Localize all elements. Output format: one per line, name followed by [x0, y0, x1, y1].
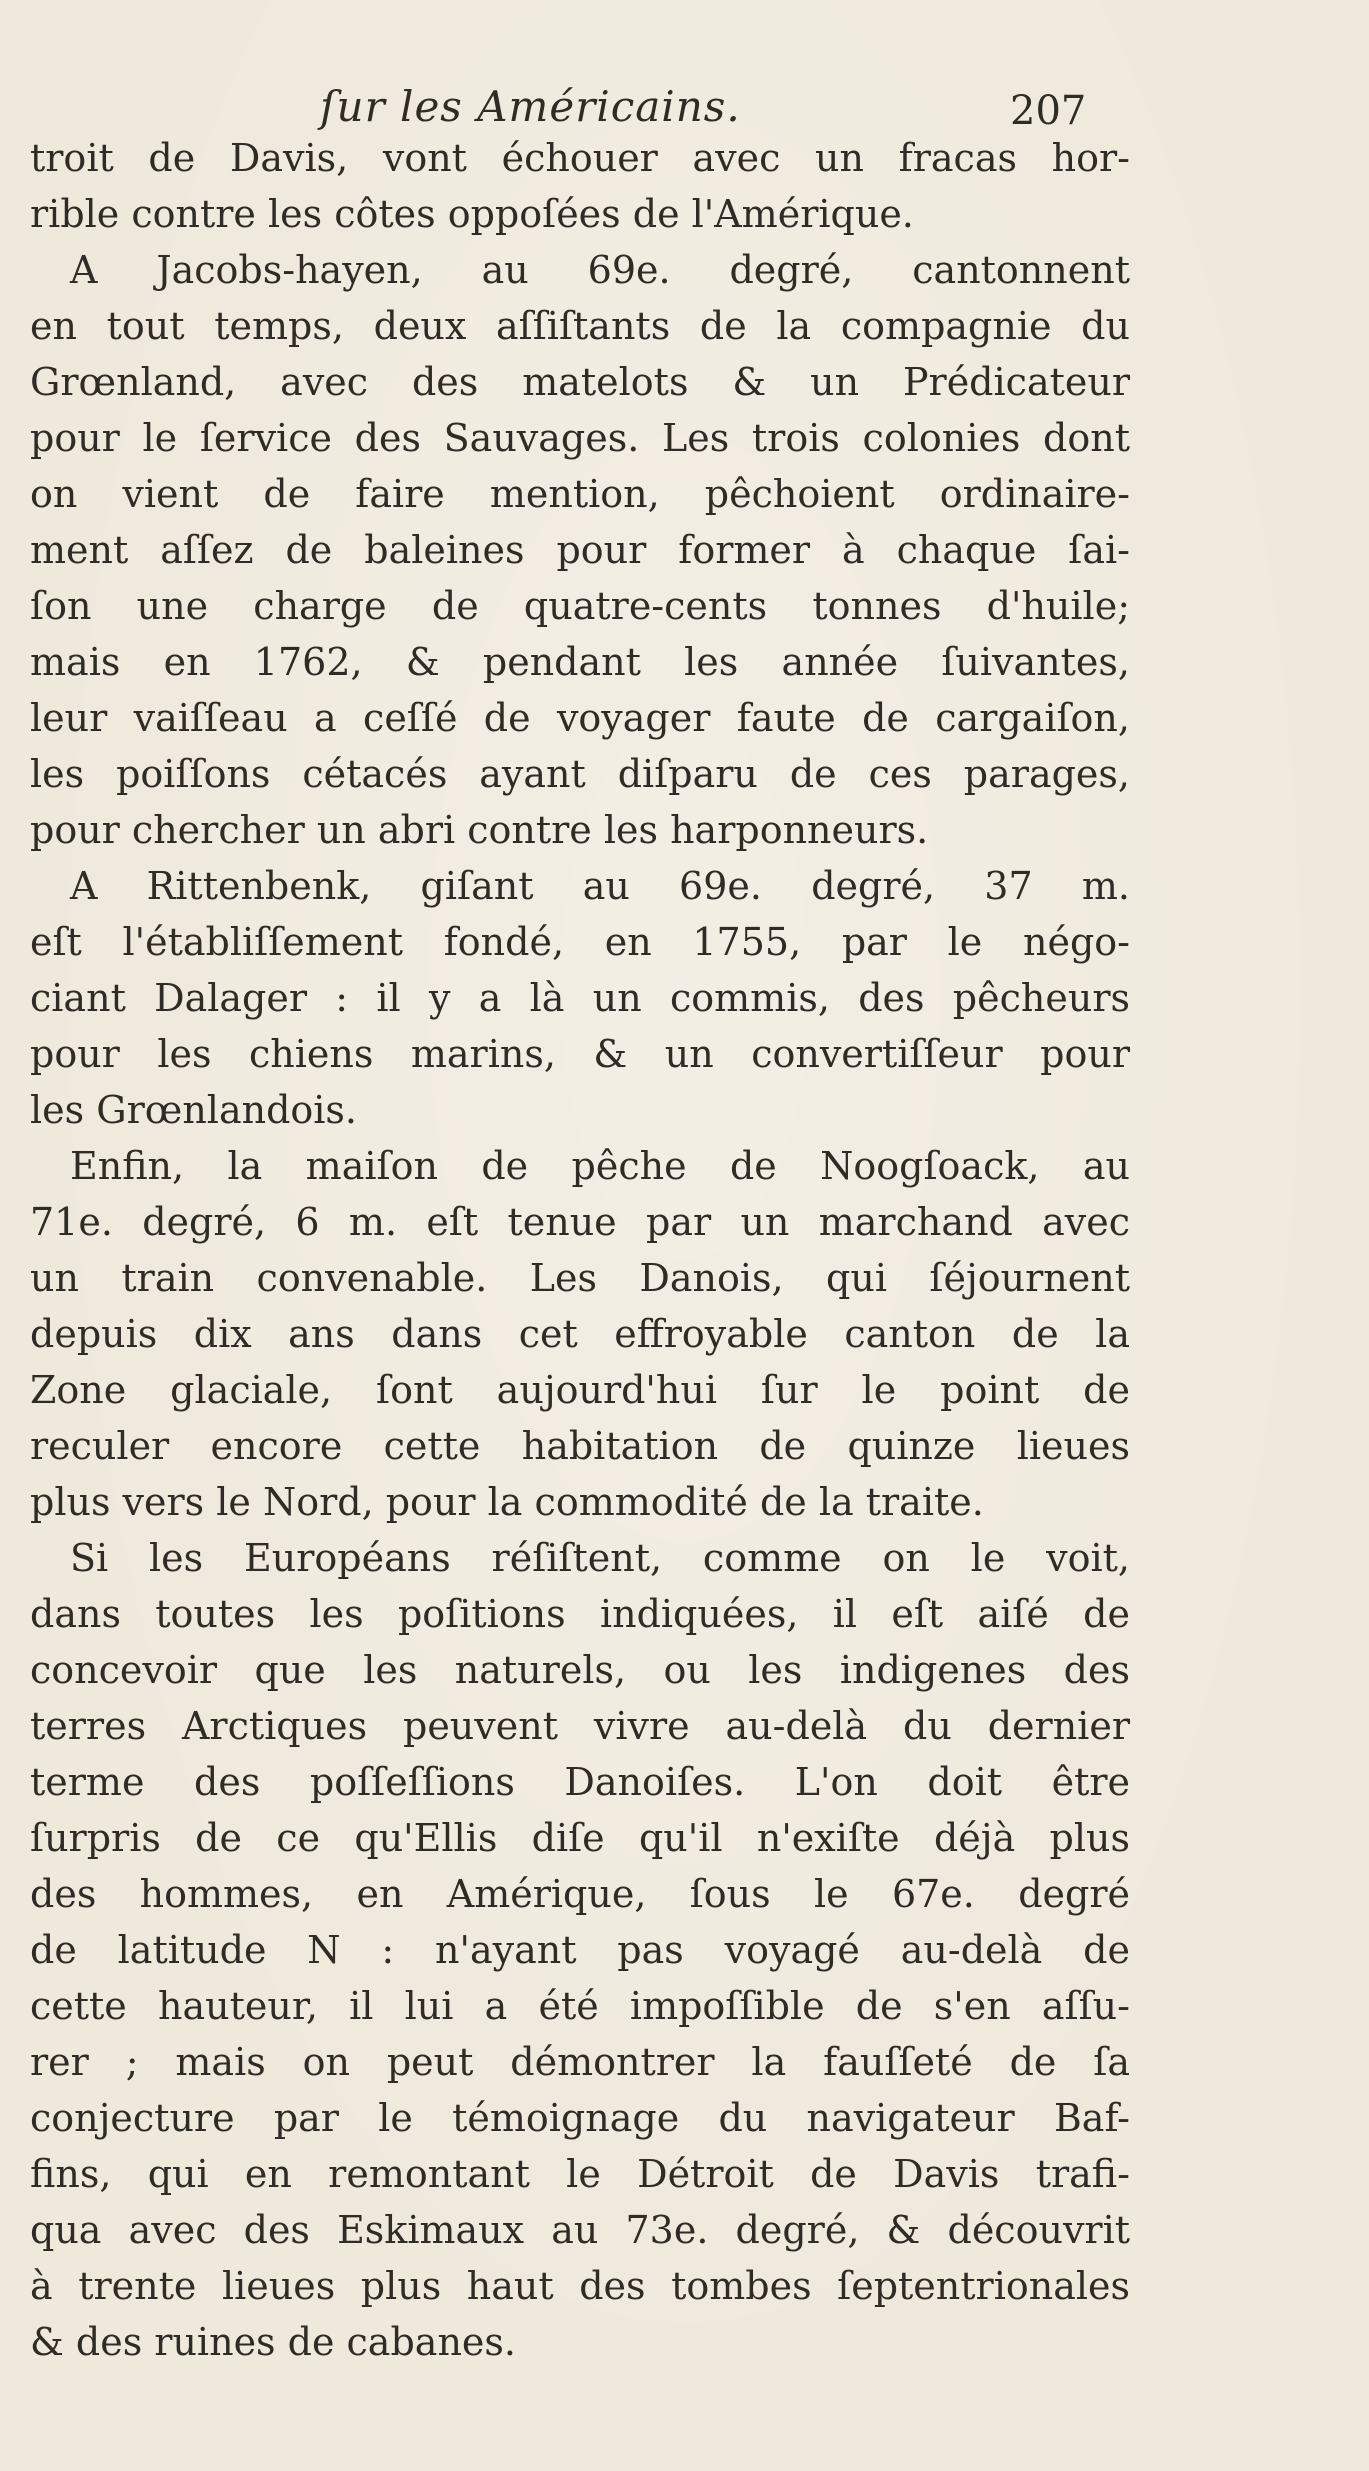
text-line: en tout temps, deux aſſiſtants de la compagnie du [30, 304, 1130, 348]
text-line: Si les Européans réſiſtent, comme on le voit, [70, 1536, 1130, 1580]
text-line: cette hauteur, il lui a été impoſſible de s'en aſſu- [30, 1984, 1130, 2028]
text-line: ment aſſez de baleines pour former à chaque ſai- [30, 528, 1130, 572]
text-line: pour les chiens marins, & un convertiſſeur pour [30, 1032, 1130, 1076]
text-line: pour le ſervice des Sauvages. Les trois colonies dont [30, 416, 1130, 460]
text-line: rer ; mais on peut démontrer la fauſſeté de ſa [30, 2040, 1130, 2084]
text-line: Enfin, la maiſon de pêche de Noogſoack, au [70, 1144, 1130, 1188]
text-line: A Rittenbenk, giſant au 69e. degré, 37 m. [70, 864, 1130, 908]
text-line: leur vaiſſeau a ceſſé de voyager faute de cargaiſon, [30, 696, 1130, 740]
text-line: Grœnland, avec des matelots & un Prédicateur [30, 360, 1130, 404]
text-line: concevoir que les naturels, ou les indigenes des [30, 1648, 1130, 1692]
text-line: Zone glaciale, ſont aujourd'hui ſur le point de [30, 1368, 1130, 1412]
running-title: ſur les Américains. [320, 82, 741, 131]
text-line: rible contre les côtes oppoſées de l'Amérique. [30, 192, 914, 236]
text-line: troit de Davis, vont échouer avec un fracas hor- [30, 136, 1130, 180]
text-line: depuis dix ans dans cet effroyable canton de la [30, 1312, 1130, 1356]
text-line: plus vers le Nord, pour la commodité de la traite. [30, 1480, 984, 1524]
text-line: terme des poſſeſſions Danoiſes. L'on doit être [30, 1760, 1130, 1804]
text-line: ſon une charge de quatre-cents tonnes d'huile; [30, 584, 1130, 628]
text-line: reculer encore cette habitation de quinze lieues [30, 1424, 1130, 1468]
text-line: on vient de faire mention, pêchoient ordinaire- [30, 472, 1130, 516]
text-line: des hommes, en Amérique, ſous le 67e. degré [30, 1872, 1130, 1916]
text-line: un train convenable. Les Danois, qui ſéjournent [30, 1256, 1130, 1300]
text-line: terres Arctiques peuvent vivre au-delà du dernier [30, 1704, 1130, 1748]
text-line: ſurpris de ce qu'Ellis diſe qu'il n'exiſte déjà plus [30, 1816, 1130, 1860]
text-line: eſt l'établiſſement fondé, en 1755, par le négo- [30, 920, 1130, 964]
text-line: & des ruines de cabanes. [30, 2320, 516, 2364]
text-line: à trente lieues plus haut des tombes ſeptentrionales [30, 2264, 1130, 2308]
text-line: conjecture par le témoignage du navigateur Baf- [30, 2096, 1130, 2140]
body-text [30, 130, 1130, 2370]
text-line: ciant Dalager : il y a là un commis, des pêcheurs [30, 976, 1130, 1020]
text-line: 71e. degré, 6 m. eſt tenue par un marchand avec [30, 1200, 1130, 1244]
text-line: pour chercher un abri contre les harponneurs. [30, 808, 929, 852]
text-line: mais en 1762, & pendant les année ſuivantes, [30, 640, 1130, 684]
text-line: les Grœnlandois. [30, 1088, 358, 1132]
page-number: 207 [1010, 88, 1087, 134]
text-line: qua avec des Eskimaux au 73e. degré, & découvrit [30, 2208, 1130, 2252]
text-line: A Jacobs-hayen, au 69e. degré, cantonnent [70, 248, 1130, 292]
text-line: les poiſſons cétacés ayant diſparu de ces parages, [30, 752, 1130, 796]
text-line: de latitude N : n'ayant pas voyagé au-delà de [30, 1928, 1130, 1972]
text-line: dans toutes les poſitions indiquées, il eſt aiſé de [30, 1592, 1130, 1636]
text-line: fins, qui en remontant le Détroit de Davis trafi- [30, 2152, 1130, 2196]
